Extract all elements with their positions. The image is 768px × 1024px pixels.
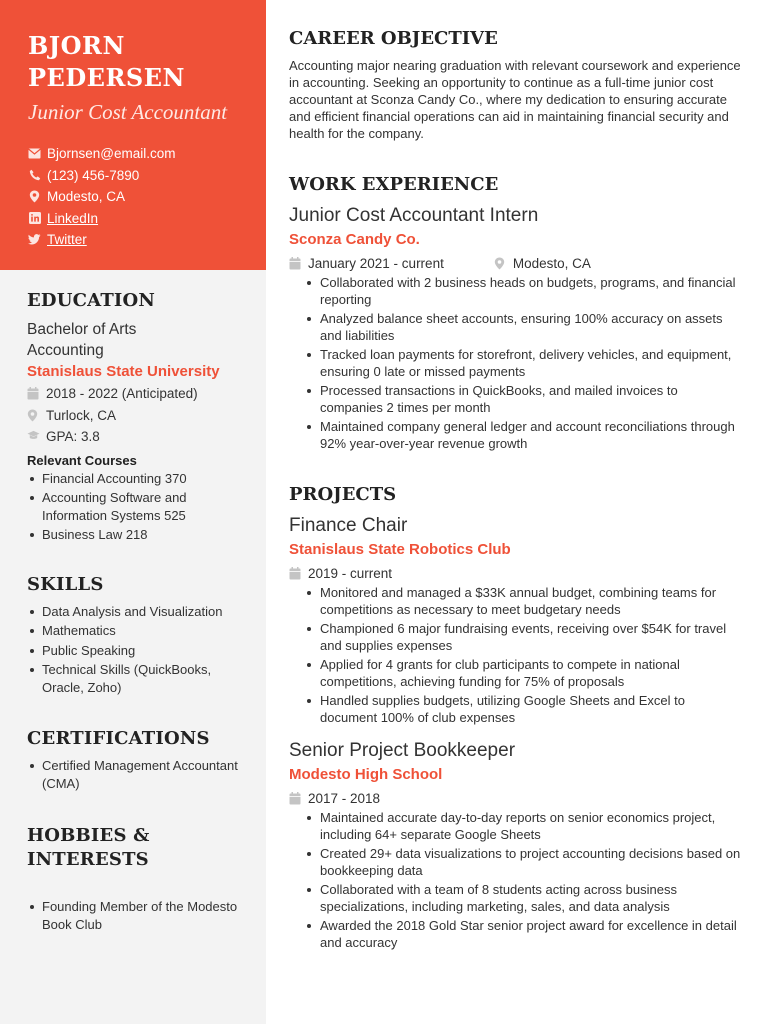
projects-title: PROJECTS bbox=[289, 484, 397, 505]
list-item: Handled supplies budgets, utilizing Google Sheets and Excel to document 100% of club expenses bbox=[303, 692, 744, 726]
list-item: Collaborated with a team of 8 students acting across business specializations, including marketing, sales, and data analysis bbox=[303, 881, 744, 915]
name-first: BJORN bbox=[28, 31, 125, 60]
list-item: Certified Management Accountant (CMA) bbox=[27, 757, 247, 792]
project-meta bbox=[289, 564, 744, 582]
relevant-courses-title: Relevant Courses bbox=[27, 452, 137, 468]
sidebar bbox=[0, 0, 266, 1024]
education-dates bbox=[27, 383, 247, 405]
skills-section bbox=[27, 574, 247, 697]
job-bullets bbox=[303, 274, 744, 452]
certifications-title: CERTIFICATIONS bbox=[27, 728, 210, 749]
education-location-text: Turlock, CA bbox=[46, 407, 117, 423]
hobbies-title-line-2: INTERESTS bbox=[27, 849, 149, 870]
objective-text: Accounting major nearing graduation with relevant coursework and experience in accounting. Seeking an opportunity to continue as a full-time junior cost accountant at Sconza Candy Co., where my dedication to ensuring accurate and efficient financial operations can aid in maintaining financial security and health for the company. bbox=[289, 58, 741, 141]
list-item: Public Speaking bbox=[27, 642, 247, 660]
objective-title: CAREER OBJECTIVE bbox=[289, 28, 498, 49]
courses-list bbox=[27, 470, 247, 544]
list-item: Analyzed balance sheet accounts, ensuring 100% accuracy on assets and liabilities bbox=[303, 310, 744, 344]
map-pin-icon bbox=[27, 409, 40, 422]
job-location-text: Modesto, CA bbox=[512, 255, 591, 271]
list-item: Created 29+ data visualizations to project accounting decisions based on bookkeeping data bbox=[303, 845, 744, 879]
skills-list bbox=[27, 603, 247, 697]
project-title: Finance Chair bbox=[289, 515, 408, 536]
hobbies-title-line-1: HOBBIES & bbox=[27, 825, 150, 846]
calendar-icon bbox=[289, 257, 302, 270]
twitter-icon bbox=[28, 233, 41, 246]
linkedin-link[interactable]: LinkedIn bbox=[47, 210, 99, 226]
list-item: Business Law 218 bbox=[27, 526, 247, 544]
project-dates: 2019 - current bbox=[308, 565, 393, 581]
header-box bbox=[0, 0, 266, 270]
phone-text: (123) 456-7890 bbox=[47, 167, 140, 183]
contact-list bbox=[28, 143, 240, 251]
map-pin-icon bbox=[28, 190, 41, 203]
project-title: Senior Project Bookkeeper bbox=[289, 740, 516, 761]
list-item: Founding Member of the Modesto Book Club bbox=[27, 898, 247, 933]
hobbies-section bbox=[27, 824, 247, 933]
education-section bbox=[27, 290, 247, 544]
degree-line-2: Accounting bbox=[27, 342, 104, 359]
name-last: PEDERSEN bbox=[28, 63, 185, 92]
project-dates: 2017 - 2018 bbox=[308, 790, 381, 806]
calendar-icon bbox=[289, 792, 302, 805]
list-item: Collaborated with 2 business heads on budgets, programs, and financial reporting bbox=[303, 274, 744, 308]
map-pin-icon bbox=[494, 257, 507, 270]
location-text: Modesto, CA bbox=[47, 189, 126, 205]
list-item: Awarded the 2018 Gold Star senior project award for excellence in detail and accuracy bbox=[303, 917, 744, 951]
project-meta bbox=[289, 789, 744, 807]
projects-section bbox=[289, 484, 744, 951]
contact-phone[interactable] bbox=[28, 165, 240, 187]
experience-section bbox=[289, 174, 744, 452]
list-item: Maintained company general ledger and account reconciliations through 92% year-over-year revenue growth bbox=[303, 418, 744, 452]
project-item bbox=[289, 515, 744, 726]
list-item: Mathematics bbox=[27, 622, 247, 640]
list-item: Maintained accurate day-to-day reports on senior economics project, including 64+ separate Google Sheets bbox=[303, 809, 744, 843]
project-bullets bbox=[303, 809, 744, 951]
list-item: Technical Skills (QuickBooks, Oracle, Zoho) bbox=[27, 661, 247, 696]
twitter-link[interactable]: Twitter bbox=[47, 232, 87, 248]
education-location bbox=[27, 405, 247, 427]
project-bullets bbox=[303, 584, 744, 726]
main-content bbox=[289, 28, 744, 951]
envelope-icon bbox=[28, 147, 41, 160]
contact-linkedin[interactable] bbox=[28, 208, 240, 230]
list-item: Monitored and managed a $33K annual budget, combining teams for competitions as necessary to meet budgetary needs bbox=[303, 584, 744, 618]
job-meta bbox=[289, 254, 744, 272]
list-item: Championed 6 major fundraising events, receiving over $54K for travel and supplies expenses bbox=[303, 620, 744, 654]
education-gpa bbox=[27, 426, 247, 448]
job-org: Sconza Candy Co. bbox=[289, 231, 420, 248]
linkedin-icon bbox=[28, 212, 41, 225]
phone-icon bbox=[28, 169, 41, 182]
contact-twitter[interactable] bbox=[28, 229, 240, 251]
degree-line-1: Bachelor of Arts bbox=[27, 321, 137, 338]
job-dates: January 2021 - current bbox=[308, 255, 444, 271]
list-item: Accounting Software and Information Systems 525 bbox=[27, 489, 247, 524]
job-title: Junior Cost Accountant Intern bbox=[289, 205, 539, 226]
list-item: Financial Accounting 370 bbox=[27, 470, 247, 488]
contact-location bbox=[28, 186, 240, 208]
contact-email[interactable] bbox=[28, 143, 240, 165]
experience-title: WORK EXPERIENCE bbox=[289, 174, 499, 195]
calendar-icon bbox=[289, 567, 302, 580]
list-item: Applied for 4 grants for club participants to compete in national competitions, achieving funding for 75% of proposals bbox=[303, 656, 744, 690]
job-role: Junior Cost Accountant bbox=[28, 100, 228, 124]
project-org: Modesto High School bbox=[289, 766, 443, 783]
email-text: Bjornsen@email.com bbox=[47, 146, 176, 162]
project-item bbox=[289, 740, 744, 951]
calendar-icon bbox=[27, 387, 40, 400]
school-name: Stanislaus State University bbox=[27, 363, 220, 380]
objective-section bbox=[289, 28, 744, 142]
hobbies-list bbox=[27, 898, 247, 933]
sidebar-content bbox=[27, 290, 247, 933]
gpa-text: GPA: 3.8 bbox=[46, 429, 100, 445]
certifications-list bbox=[27, 757, 247, 792]
education-dates-text: 2018 - 2022 (Anticipated) bbox=[46, 386, 198, 402]
job-location bbox=[494, 256, 591, 271]
education-title: EDUCATION bbox=[27, 290, 156, 311]
list-item: Data Analysis and Visualization bbox=[27, 603, 247, 621]
list-item: Processed transactions in QuickBooks, and mailed invoices to companies 2 times per month bbox=[303, 382, 744, 416]
project-org: Stanislaus State Robotics Club bbox=[289, 541, 511, 558]
graduation-cap-icon bbox=[27, 430, 40, 443]
certifications-section bbox=[27, 728, 247, 792]
list-item: Tracked loan payments for storefront, delivery vehicles, and equipment, ensuring 0 late or missed payments bbox=[303, 346, 744, 380]
skills-title: SKILLS bbox=[27, 573, 104, 595]
